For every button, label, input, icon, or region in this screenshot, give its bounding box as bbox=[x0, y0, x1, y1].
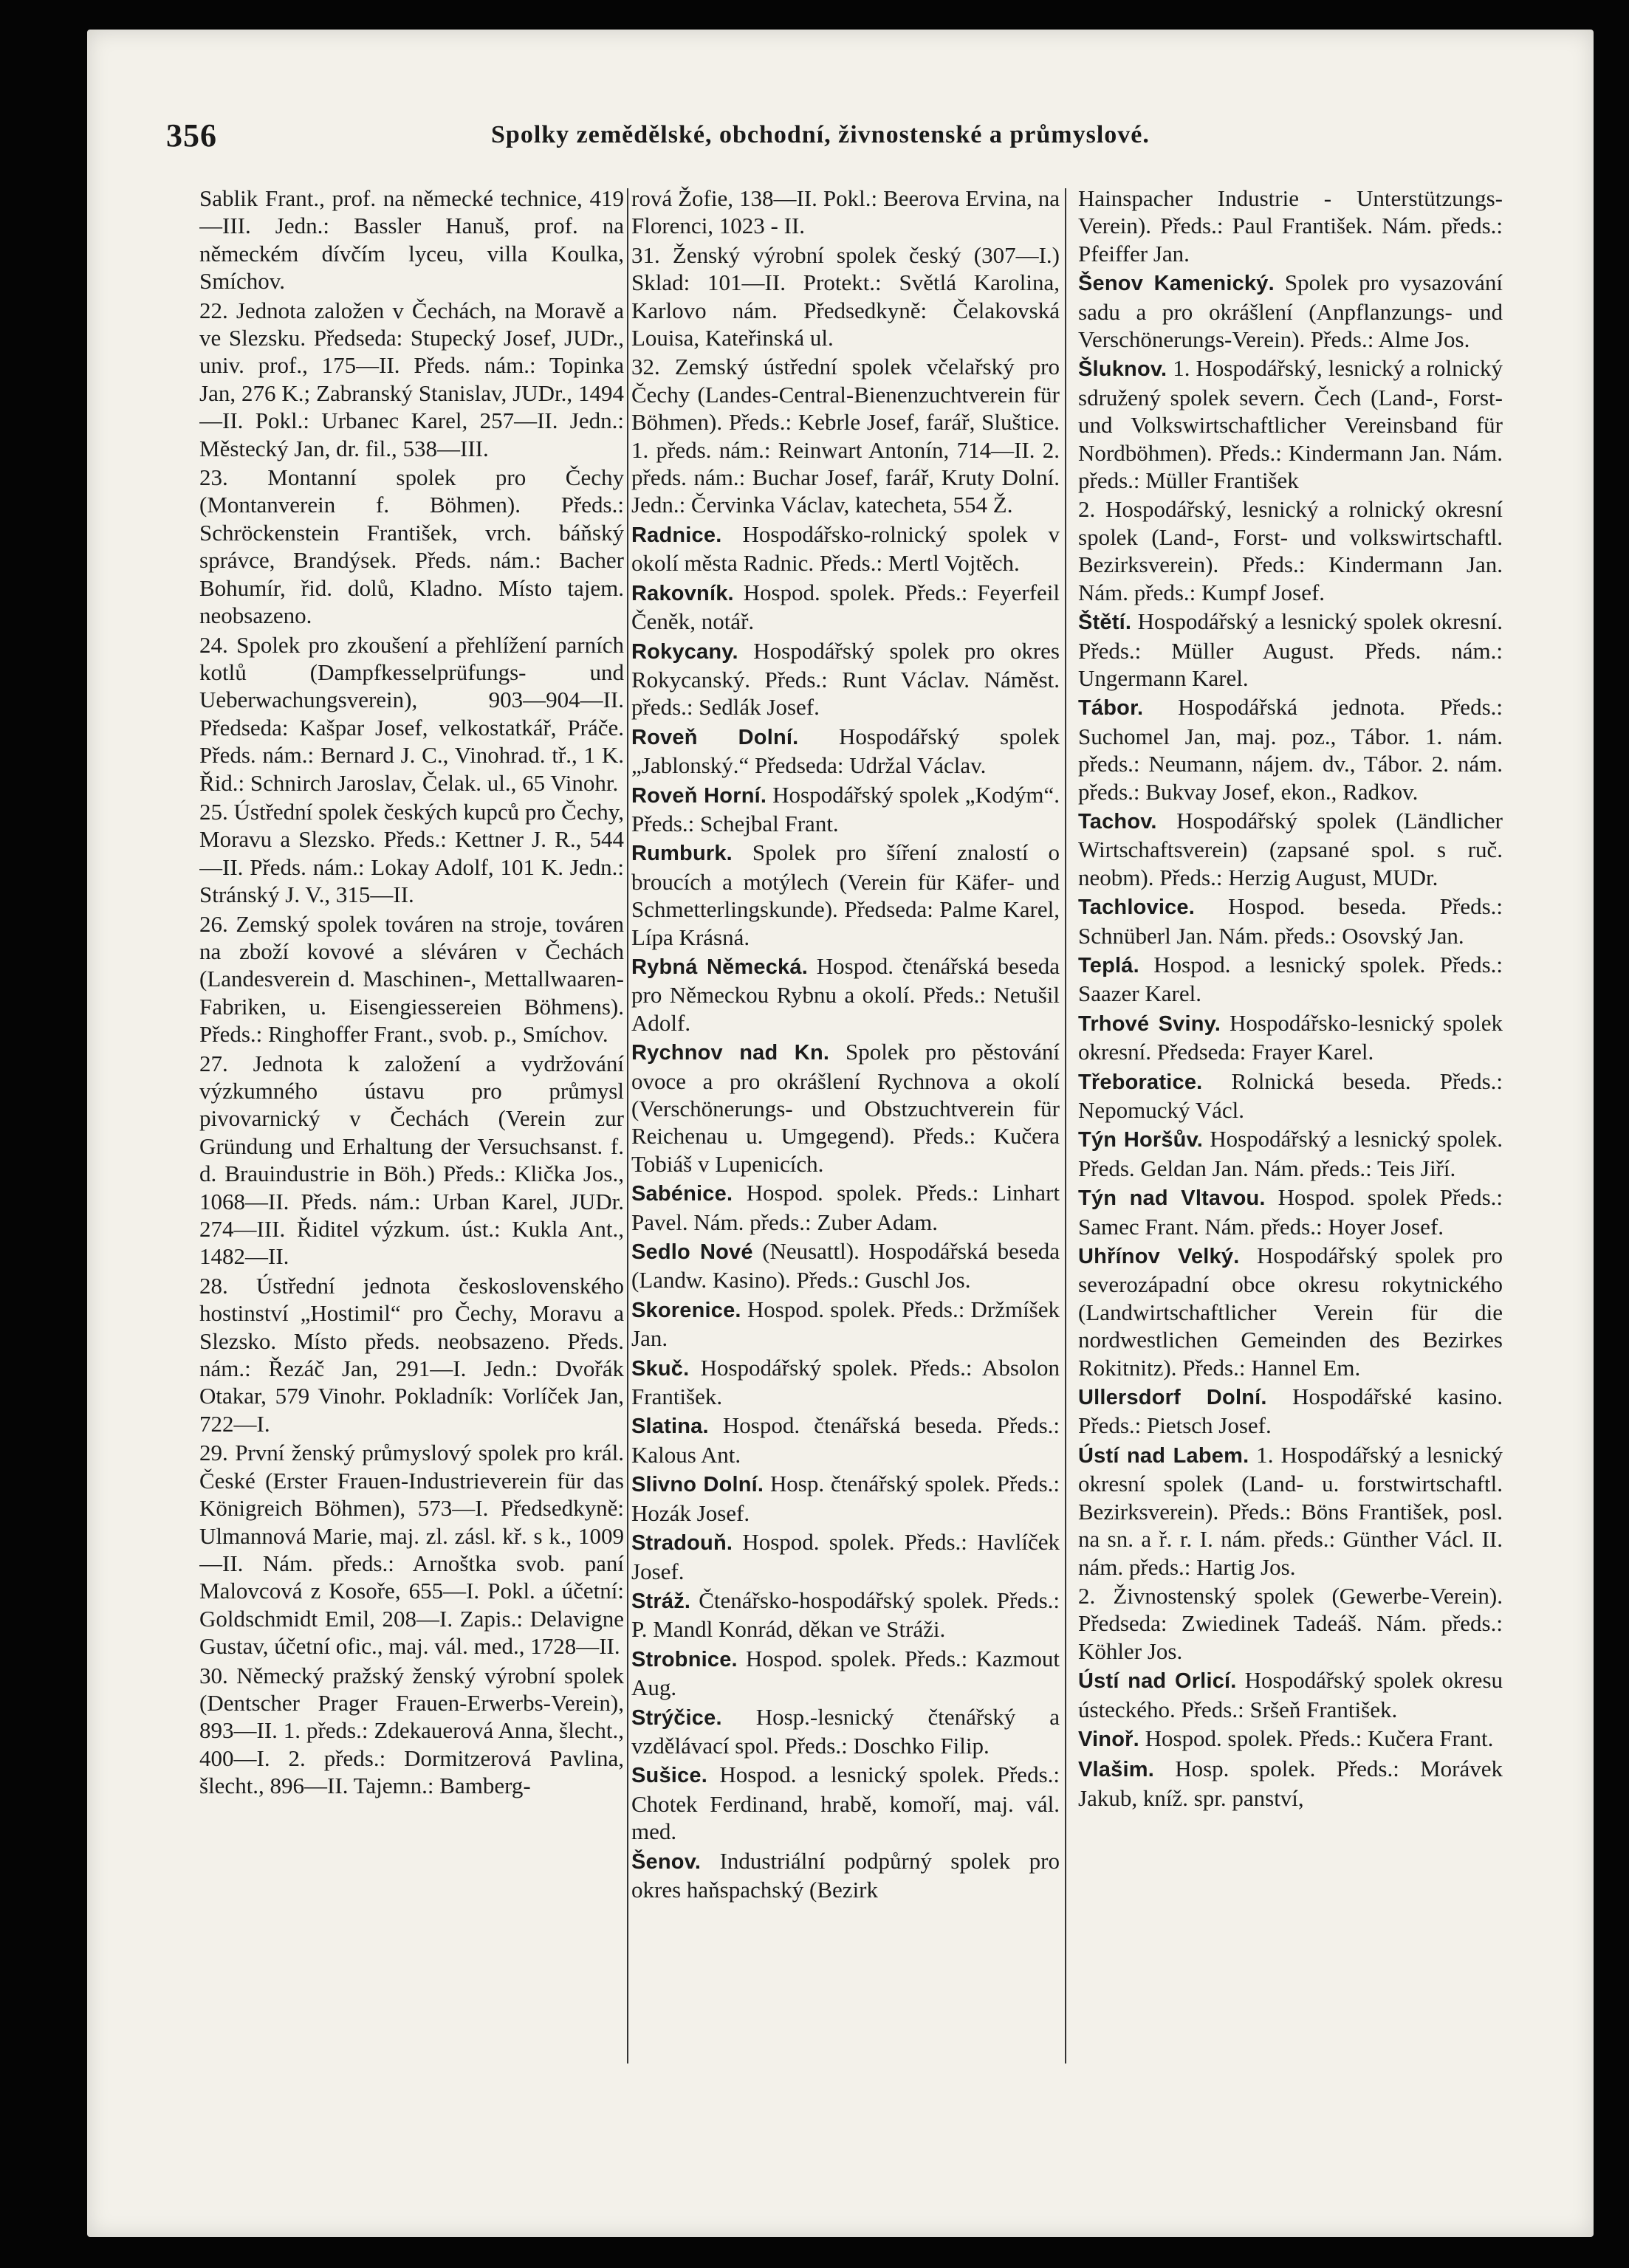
column-1 bbox=[199, 185, 624, 2104]
entry-text: Hospodářský spolek „Kodým“. Předs.: Schejbal Frant. bbox=[631, 781, 1060, 836]
directory-entry bbox=[199, 798, 624, 909]
entry-place-name: Skuč. bbox=[631, 1356, 690, 1381]
entry-text: 1. Hospodářský, lesnický a rolnický sdružený spolek severn. Čech (Land-, Forst- und Volkswirtschaftlicher Vereinsband für Nordböhmen). Předs.: Kindermann Jan. Nám. předs.: Müller František bbox=[1078, 355, 1503, 494]
entry-text: 29. První ženský průmyslový spolek pro král. České (Erster Frauen-Industrieverein für das Königreich Böhmen), 573—I. Předsedkyně: Ulmannová Marie, maj. zl. zásl. kř. s k., 1009—II. Nám. předs.: Arnoštka svob. paní Malovcová z Kosoře, 655—I. Pokl. a účetní: Goldschmidt Emil, 208—I. Zapis.: Delavigne Gustav, účetní ofic., maj. vál. med., 1728—II. bbox=[199, 1440, 624, 1660]
entry-place-name: Trhové Sviny. bbox=[1078, 1011, 1221, 1036]
directory-entry bbox=[1078, 893, 1503, 949]
entry-place-name: Třeboratice. bbox=[1078, 1070, 1203, 1094]
entry-place-name: Ullersdorf Dolní. bbox=[1078, 1386, 1267, 1410]
entry-place-name: Strýčice. bbox=[631, 1705, 722, 1730]
entry-text: Rolnická beseda. Předs.: Nepomucký Václ. bbox=[1078, 1068, 1503, 1123]
directory-entry bbox=[631, 1703, 1060, 1760]
directory-entry bbox=[1078, 1755, 1503, 1812]
directory-entry bbox=[199, 1439, 624, 1660]
directory-entry bbox=[631, 1587, 1060, 1643]
entry-text: Hospod. spolek. Předs.: Havlíček Josef. bbox=[631, 1529, 1060, 1584]
entry-text: rová Žofie, 138—II. Pokl.: Beerova Ervina, na Florenci, 1023 - II. bbox=[631, 185, 1060, 239]
directory-entry bbox=[199, 1272, 624, 1437]
directory-entry bbox=[631, 781, 1060, 838]
entry-text: 1. Hospodářský a lesnický okresní spolek (Land- u. forstwirtschaftl. Bezirksverein). Předs.: Böns František, posl. na sn. a ř. r. I. nám. předs.: Günther Václ. II. nám. předs.: Hartig Jos. bbox=[1078, 1441, 1503, 1580]
entry-place-name: Vlašim. bbox=[1078, 1758, 1154, 1782]
entry-text: Hospodářský spolek pro okres Rokycanský. Předs.: Runt Václav. Náměst. předs.: Sedlák Josef. bbox=[631, 637, 1060, 721]
entry-text: 28. Ústřední jednota československého hostinství „Hostimil“ pro Čechy, Moravu a Slezsko. Místo předs. neobsazeno. Předs. nám.: Řezáč Jan, 291—I. Jedn.: Dvořák Otakar, 579 Vinohr. Pokladník: Vorlíček Jan, 722—I. bbox=[199, 1272, 624, 1437]
directory-entry bbox=[1078, 951, 1503, 1008]
directory-entry bbox=[1078, 495, 1503, 606]
directory-entry bbox=[1078, 185, 1503, 267]
entry-place-name: Slivno Dolní. bbox=[631, 1473, 764, 1497]
entry-text: Hainspacher Industrie - Unterstützungs-Verein). Předs.: Paul František. Nám. předs.: Pfeiffer Jan. bbox=[1078, 185, 1503, 267]
entry-text: 2. Hospodářský, lesnický a rolnický okresní spolek (Land-, Forst- und volkswirtschaftl. Bezirksverein). Předs.: Kindermann Jan. Nám. předs.: Kumpf Josef. bbox=[1078, 496, 1503, 605]
directory-entry bbox=[631, 952, 1060, 1037]
directory-entry bbox=[631, 1296, 1060, 1353]
directory-entry bbox=[631, 185, 1060, 240]
directory-entry bbox=[1078, 1441, 1503, 1581]
entry-text: 25. Ústřední spolek českých kupců pro Čechy, Moravu a Slezsko. Předs.: Kettner J. R., 544—II. Předs. nám.: Lokay Adolf, 101 K. Jedn.: Stránský J. V., 315—II. bbox=[199, 798, 624, 908]
entry-place-name: Tachlovice. bbox=[1078, 896, 1196, 920]
page-title: Spolky zemědělské, obchodní, živnostenské a průmyslové. bbox=[491, 121, 1150, 148]
directory-entry bbox=[1078, 354, 1503, 494]
column-3 bbox=[1078, 185, 1503, 2104]
entry-place-name: Tábor. bbox=[1078, 696, 1144, 721]
directory-entry bbox=[1078, 1183, 1503, 1240]
entry-text: 26. Zemský spolek továren na stroje, továren na zboží kovové a sléváren v Čechách (Landesverein d. Maschinen-, Mettallwaaren-Fabriken, u. Eisengiessereien Böhmens). Předs.: Ringhoffer Frant., svob. p., Smíchov. bbox=[199, 910, 624, 1048]
entry-text: Hospodářský spolek pro severozápadní obce okresu rokytnického (Landwirtschaftlicher Verein für die nordwestlichen Gemeinden des Bezirkes Rokitnitz). Předs.: Hannel Em. bbox=[1078, 1243, 1503, 1381]
directory-entry bbox=[631, 1470, 1060, 1527]
directory-entry bbox=[631, 637, 1060, 721]
entry-text: Hospod. beseda. Předs.: Schnüberl Jan. Nám. předs.: Osovský Jan. bbox=[1078, 893, 1503, 949]
entry-place-name: Uhřínov Velký. bbox=[1078, 1245, 1240, 1269]
directory-entry bbox=[1078, 1009, 1503, 1066]
entry-text: Hospodářský spolek okresu ústeckého. Předs.: Sršeň František. bbox=[1078, 1667, 1503, 1722]
directory-entry bbox=[631, 1354, 1060, 1411]
directory-entry bbox=[1078, 1582, 1503, 1665]
directory-entry bbox=[1078, 1242, 1503, 1381]
entry-text: Hospod. a lesnický spolek. Předs.: Saazer Karel. bbox=[1078, 951, 1503, 1007]
entry-text: 22. Jednota založen v Čechách, na Moravě a ve Slezsku. Předseda: Stupecký Josef, JUDr., univ. prof., 175—II. Předs. nám.: Topinka Jan, 276 K.; Zabranský Stanislav, JUDr., 1494—II. Pokl.: Urbanec Karel, 257—II. Jedn.: Městecký Jan, dr. fil., 538—III. bbox=[199, 297, 624, 461]
entry-text: Hospod. spolek. Předs.: Držmíšek Jan. bbox=[631, 1296, 1060, 1352]
entry-place-name: Rokycany. bbox=[631, 639, 738, 664]
entry-text: Hospod. a lesnický spolek. Předs.: Chotek Ferdinand, hrabě, komoří, maj. vál. med. bbox=[631, 1762, 1060, 1845]
directory-entry bbox=[199, 1662, 624, 1800]
directory-entry bbox=[631, 1179, 1060, 1236]
directory-entry bbox=[1078, 1068, 1503, 1124]
directory-entry bbox=[631, 241, 1060, 352]
entry-place-name: Skorenice. bbox=[631, 1298, 741, 1322]
directory-entry bbox=[631, 839, 1060, 951]
entry-place-name: Sabénice. bbox=[631, 1182, 733, 1206]
directory-entry bbox=[631, 520, 1060, 577]
directory-entry bbox=[1078, 269, 1503, 353]
directory-entry bbox=[199, 297, 624, 462]
directory-entry bbox=[1078, 608, 1503, 692]
entry-text: Hosp. spolek. Předs.: Morávek Jakub, kníž. spr. panství, bbox=[1078, 1756, 1503, 1811]
entry-text: Spolek pro šíření znalostí o broucích a motýlech (Verein für Käfer- und Schmetterlingskunde). Předseda: Palme Karel, Lípa Krásná. bbox=[631, 839, 1060, 950]
entry-text: Hospodářský a lesnický spolek okresní. Předs.: Müller August. Předs. nám.: Ungermann Karel. bbox=[1078, 608, 1503, 691]
entry-text: Hospod. spolek. Předs.: Feyerfeil Čeněk, notář. bbox=[631, 579, 1060, 635]
entry-place-name: Rychnov nad Kn. bbox=[631, 1041, 830, 1065]
directory-entry bbox=[1078, 1383, 1503, 1440]
directory-entry bbox=[199, 910, 624, 1048]
entry-place-name: Strobnice. bbox=[631, 1647, 738, 1671]
column-rule bbox=[1065, 188, 1066, 2063]
entry-text: Hosp.-lesnický čtenářský a vzdělávací spol. Předs.: Doschko Filip. bbox=[631, 1703, 1060, 1759]
directory-entry bbox=[631, 1237, 1060, 1294]
entry-text: Hospodářské kasino. Předs.: Pietsch Josef. bbox=[1078, 1384, 1503, 1439]
directory-entry bbox=[631, 1528, 1060, 1585]
running-head bbox=[166, 111, 1569, 162]
entry-text: 31. Ženský výrobní spolek český (307—I.) Sklad: 101—II. Protekt.: Světlá Karolina, Karlovo nám. Předsedkyně: Čelakovská Louisa, Kateřinská ul. bbox=[631, 241, 1060, 351]
entry-place-name: Šenov Kamenický. bbox=[1078, 272, 1275, 296]
entry-text: Hospod. spolek. Předs.: Kazmout Aug. bbox=[631, 1645, 1060, 1701]
directory-entry bbox=[631, 1645, 1060, 1702]
entry-text: Sablik Frant., prof. na německé technice, 419—III. Jedn.: Bassler Hanuš, prof. na německém dívčím lyceu, villa Koulka, Smíchov. bbox=[199, 185, 624, 295]
entry-text: Hospodářský spolek „Jablonský.“ Předseda: Udržal Václav. bbox=[631, 723, 1060, 779]
entry-text: Čtenářsko-hospodářský spolek. Předs.: P. Mandl Konrád, děkan ve Stráži. bbox=[631, 1587, 1060, 1643]
entry-text: Hospod. spolek. Předs.: Linhart Pavel. Nám. předs.: Zuber Adam. bbox=[631, 1180, 1060, 1235]
entry-place-name: Šluknov. bbox=[1078, 357, 1167, 382]
entry-text: Hospodářsko-rolnický spolek v okolí města Radnic. Předs.: Mertl Vojtěch. bbox=[631, 520, 1060, 577]
directory-entry bbox=[199, 1050, 624, 1271]
directory-entry bbox=[631, 1412, 1060, 1468]
column-rule bbox=[627, 188, 628, 2063]
directory-entry bbox=[1078, 1125, 1503, 1182]
entry-text: Industriální podpůrný spolek pro okres haňspachský (Bezirk bbox=[631, 1847, 1060, 1903]
entry-text: Spolek pro pěstování ovoce a pro okrášlení Rychnova a okolí (Verschönerungs- und Obstzuchtverein für Reichenau u. Umgegend). Předs.: Kučera Tobiáš v Lupenicích. bbox=[631, 1039, 1060, 1177]
directory-entry bbox=[1078, 693, 1503, 805]
directory-entry bbox=[199, 631, 624, 797]
entry-text: Hospod. spolek Předs.: Samec Frant. Nám. předs.: Hoyer Josef. bbox=[1078, 1184, 1503, 1240]
entry-text: Spolek pro vysazování sadu a pro okrášlení (Anpflanzungs- und Verschönerungs-Verein). Předs.: Alme Jos. bbox=[1078, 269, 1503, 353]
entry-place-name: Radnice. bbox=[631, 523, 722, 547]
entry-text: Hospodářská jednota. Předs.: Suchomel Jan, maj. poz., Tábor. 1. nám. předs.: Neumann, nájem. dv., Tábor. 2. nám. předs.: Bukvay Josef, ekon., Radkov. bbox=[1078, 694, 1503, 805]
entry-place-name: Sedlo Nové bbox=[631, 1240, 753, 1265]
entry-text: Hospodářský spolek (Ländlicher Wirtschaftsverein) (zapsané spol. s ruč. neobm). Předs.: Herzig August, MUDr. bbox=[1078, 807, 1503, 890]
entry-place-name: Rumburk. bbox=[631, 842, 733, 866]
entry-place-name: Tachov. bbox=[1078, 809, 1157, 834]
entry-place-name: Roveň Horní. bbox=[631, 783, 767, 808]
entry-place-name: Týn Horšův. bbox=[1078, 1128, 1204, 1152]
entry-place-name: Rybná Německá. bbox=[631, 955, 808, 979]
directory-entry bbox=[199, 464, 624, 629]
entry-place-name: Slatina. bbox=[631, 1415, 709, 1439]
column-2 bbox=[631, 185, 1060, 2104]
entry-text: Hospodářsko-lesnický spolek okresní. Předseda: Frayer Karel. bbox=[1078, 1009, 1503, 1065]
entry-text: (Neusattl). Hospodářská beseda (Landw. Kasino). Předs.: Guschl Jos. bbox=[631, 1238, 1060, 1293]
entry-text: 30. Německý pražský ženský výrobní spolek (Dentscher Prager Frauen-Erwerbs-Verein), 893—II. 1. předs.: Zdekauerová Anna, šlecht., 400—I. 2. předs.: Dormitzerová Pavlina, šlecht., 896—II. Tajemn.: Bamberg- bbox=[199, 1662, 624, 1799]
entry-place-name: Rakovník. bbox=[631, 581, 734, 605]
directory-entry bbox=[631, 1038, 1060, 1178]
entry-place-name: Teplá. bbox=[1078, 953, 1139, 977]
entry-text: 24. Spolek pro zkoušení a přehlížení parních kotlů (Dampfkesselprüfungs- und Ueberwachungsverein), 903—904—II. Předseda: Kašpar Josef, velkostatkář, Práče. Předs. nám.: Bernard J. C., Vinohrad. tř., 1 K. Řid.: Schnirch Jaroslav, Čelak. ul., 65 Vinohr. bbox=[199, 631, 624, 796]
directory-entry bbox=[631, 723, 1060, 780]
entry-text: Hosp. čtenářský spolek. Předs.: Hozák Josef. bbox=[631, 1471, 1060, 1526]
directory-entry bbox=[631, 1761, 1060, 1845]
entry-text: Hospod. čtenářská beseda. Předs.: Kalous Ant. bbox=[631, 1412, 1060, 1468]
directory-entry bbox=[1078, 1725, 1503, 1753]
entry-place-name: Ústí nad Labem. bbox=[1078, 1443, 1249, 1468]
entry-text: 32. Zemský ústřední spolek včelařský pro Čechy (Landes-Central-Bienenzuchtverein für Böhmen). Předs.: Kebrle Josef, farář, Sluštice. 1. předs. nám.: Reinwart Antonín, 714—II. 2. předs. nám.: Buchar Josef, farář, Kruty Dolní. Jedn.: Červinka Václav, katecheta, 554 Ž. bbox=[631, 354, 1060, 518]
entry-text: Hospodářský spolek. Předs.: Absolon František. bbox=[631, 1354, 1060, 1410]
directory-entry bbox=[1078, 807, 1503, 891]
entry-place-name: Sušice. bbox=[631, 1764, 707, 1788]
directory-entry bbox=[631, 353, 1060, 518]
entry-place-name: Ústí nad Orlicí. bbox=[1078, 1669, 1237, 1694]
entry-place-name: Roveň Dolní. bbox=[631, 725, 799, 749]
entry-place-name: Vinoř. bbox=[1078, 1727, 1139, 1751]
entry-place-name: Týn nad Vltavou. bbox=[1078, 1186, 1266, 1211]
entry-place-name: Štětí. bbox=[1078, 611, 1132, 635]
directory-entry bbox=[631, 1847, 1060, 1904]
entry-text: Hospodářský a lesnický spolek. Předs. Geldan Jan. Nám. předs.: Teis Jiří. bbox=[1078, 1126, 1503, 1181]
page-number: 356 bbox=[166, 117, 217, 154]
directory-entry bbox=[631, 579, 1060, 636]
directory-entry bbox=[1078, 1666, 1503, 1723]
entry-place-name: Stradouň. bbox=[631, 1531, 733, 1556]
entry-place-name: Stráž. bbox=[631, 1589, 691, 1613]
entry-text: 2. Živnostenský spolek (Gewerbe-Verein). Předseda: Zwiedinek Tadeáš. Nám. předs.: Köhler Jos. bbox=[1078, 1582, 1503, 1664]
entry-text: 23. Montanní spolek pro Čechy (Montanverein f. Böhmen). Předs.: Schröckenstein František, vrch. báňský správce, Brandýsek. Předs. nám.: Bacher Bohumír, řid. dolů, Kladno. Místo tajem. neobsazeno. bbox=[199, 464, 624, 629]
entry-place-name: Šenov. bbox=[631, 1849, 702, 1874]
entry-text: Hospod. spolek. Předs.: Kučera Frant. bbox=[1145, 1725, 1494, 1751]
entry-text: 27. Jednota k založení a vydržování výzkumného ústavu pro průmysl pivovarnický v Čechách (Verein zur Gründung und Erhaltung der Versuchsanst. f. d. Brauindustrie in Böh.) Předs.: Klička Jos., 1068—II. Předs. nám.: Urban Karel, JUDr. 274—III. Řiditel výzkum. úst.: Kukla Ant., 1482—II. bbox=[199, 1050, 624, 1270]
directory-entry bbox=[199, 185, 624, 295]
entry-text: Hospod. čtenářská beseda pro Německou Rybnu a okolí. Předs.: Netušil Adolf. bbox=[631, 952, 1060, 1036]
